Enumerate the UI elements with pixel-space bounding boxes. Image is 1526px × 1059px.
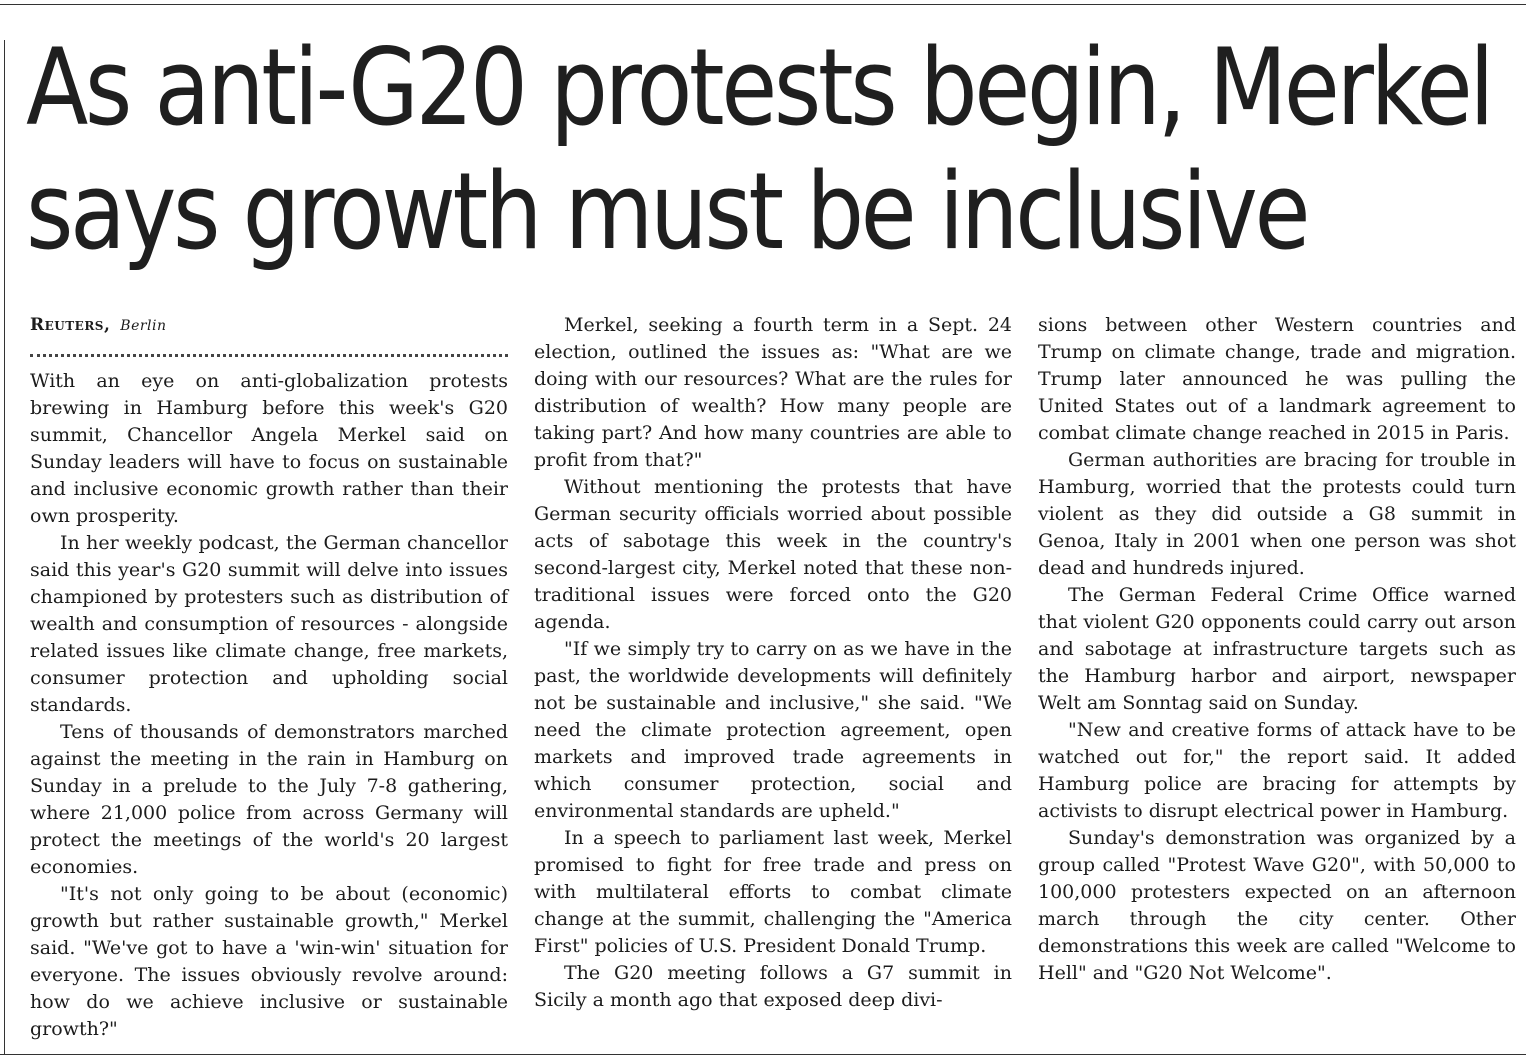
article-column-3 — [1038, 312, 1516, 987]
paragraph: Tens of thousands of demonstrators marched against the meeting in the rain in Hamburg on Sunday in a prelude to the July 7-8 gathering, where 21,000 police from across Germany will protect the meetings of the world's 20 largest economies. — [30, 721, 508, 878]
paragraph: Sunday's demonstration was organized by a group called "Protest Wave G20", with 50,000 to 100,000 protesters expected on an afternoon march through the city center. Other demonstrations this week are called "Welcome to Hell" and "G20 Not Welcome". — [1038, 827, 1516, 984]
byline-agency: Reuters, — [30, 315, 111, 335]
headline-line-1: As anti-G20 protests begin, Merkel — [26, 26, 1492, 149]
byline-dateline-city: Berlin — [120, 318, 167, 334]
left-border-rule — [4, 40, 5, 1055]
paragraph: The German Federal Crime Office warned that violent G20 opponents could carry out arson and sabotage at infrastructure targets such as the Hamburg harbor and airport, newspaper Welt am Sonntag said on Sunday. — [1038, 584, 1516, 714]
byline-dotted-separator — [30, 354, 508, 357]
paragraph: sions between other Western countries and Trump on climate change, trade and migration. Trump later announced he was pulling the United States out of a landmark agreement to combat climate change reached in 2015 in Paris. — [1038, 314, 1516, 444]
article-column-2 — [534, 312, 1012, 1014]
headline-line-2: says growth must be inclusive — [26, 150, 1308, 273]
paragraph: In a speech to parliament last week, Merkel promised to fight for free trade and press on with multilateral efforts to combat climate change at the summit, challenging the "America First" policies of U.S. President Donald Trump. — [534, 827, 1012, 957]
paragraph: "If we simply try to carry on as we have in the past, the worldwide developments will definitely not be sustainable and inclusive," she said. "We need the climate protection agreement, open markets and improved trade agreements in which consumer protection, social and environmental standards are upheld." — [534, 638, 1012, 822]
paragraph: With an eye on anti-globalization protests brewing in Hamburg before this week's G20 summit, Chancellor Angela Merkel said on Sunday leaders will have to focus on sustainable and inclusive economic growth rather than their own prosperity. — [30, 370, 508, 527]
byline — [30, 312, 508, 339]
article-headline — [26, 26, 1492, 274]
paragraph: In her weekly podcast, the German chancellor said this year's G20 summit will delve into issues championed by protesters such as distribution of wealth and consumption of resources - alongside related issues like climate change, free markets, consumer protection and upholding social standards. — [30, 532, 508, 716]
paragraph: "It's not only going to be about (economic) growth but rather sustainable growth," Merkel said. "We've got to have a 'win-win' situation for everyone. The issues obviously revolve around: how do we achieve inclusive or sustainable growth?" — [30, 883, 508, 1040]
paragraph: Without mentioning the protests that have German security officials worried about possible acts of sabotage this week in the country's second-largest city, Merkel noted that these non-traditional issues were forced onto the G20 agenda. — [534, 476, 1012, 633]
paragraph: Merkel, seeking a fourth term in a Sept. 24 election, outlined the issues as: "What are we doing with our resources? What are the rules for distribution of wealth? How many people are taking part? And how many countries are able to profit from that?" — [534, 314, 1012, 471]
paragraph: "New and creative forms of attack have to be watched out for," the report said. It added Hamburg police are bracing for attempts by activists to disrupt electrical power in Hamburg. — [1038, 719, 1516, 822]
bottom-border-rule — [0, 1054, 1526, 1055]
top-border-rule — [0, 4, 1526, 5]
paragraph: German authorities are bracing for trouble in Hamburg, worried that the protests could turn violent as they did outside a G8 summit in Genoa, Italy in 2001 when one person was shot dead and hundreds injured. — [1038, 449, 1516, 579]
paragraph: The G20 meeting follows a G7 summit in Sicily a month ago that exposed deep divi- — [534, 962, 1012, 1011]
article-column-1 — [30, 312, 508, 1043]
